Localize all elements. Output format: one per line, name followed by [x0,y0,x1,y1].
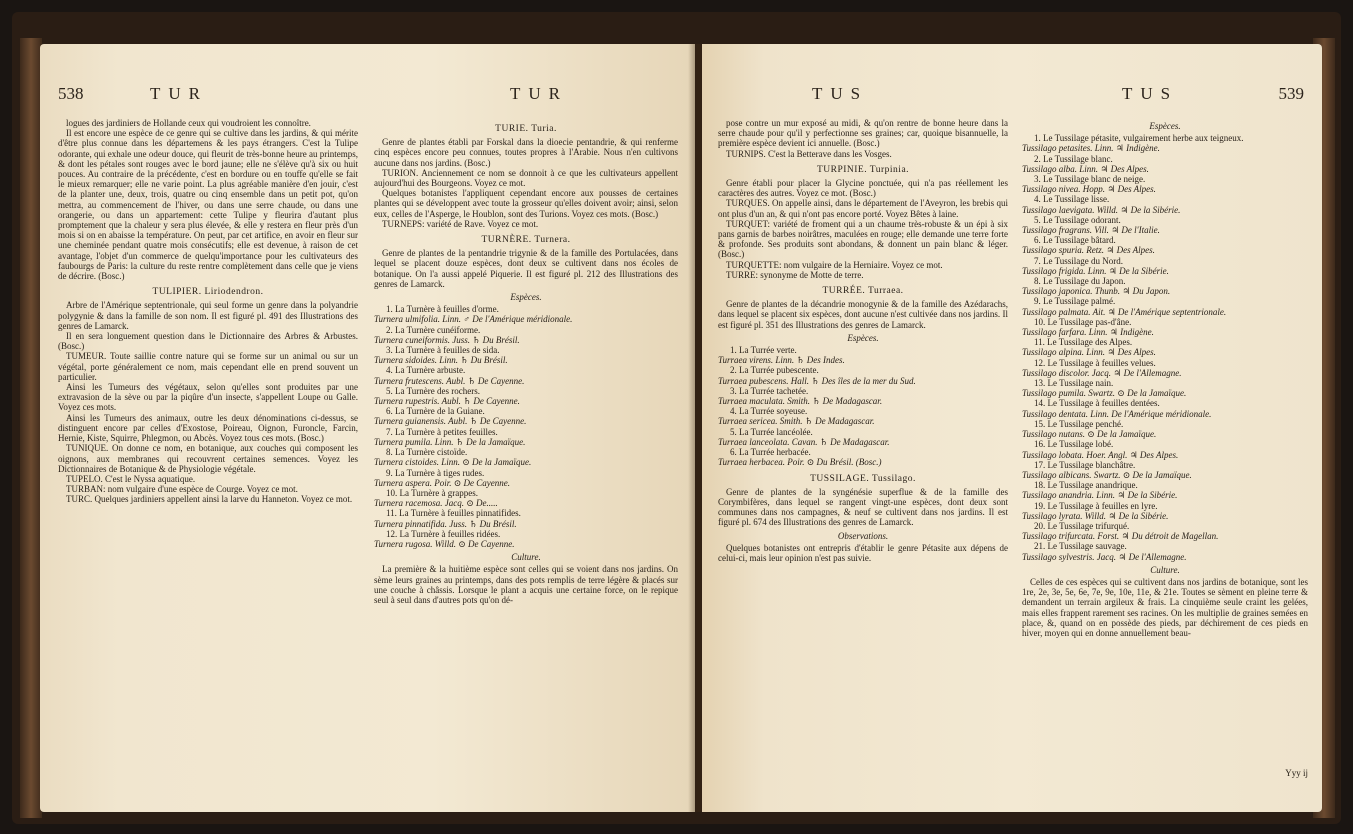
page-number-left: 538 [58,84,84,103]
page-number-right: 539 [1278,84,1304,103]
text-species-entry: 2. Le Tussilage blanc. [1034,153,1113,164]
running-head-right-2: TUS [1122,84,1179,103]
text-latin-name: Tussilago sylvestris. Jacq. ♃ De l'Allemagne. [1022,551,1187,562]
text-heading: TULIPIER. Liriodendron. [152,287,264,298]
text-species-entry: 9. Le Tussilage palmé. [1034,296,1116,307]
text-species-entry: 6. La Turnère de la Guiane. [386,406,485,417]
text-paragraph: Genre de plantes de la pentandrie trigynie & de la famille des Portulacées, dans lequel se placent douze espèces, dont deux se cultivent dans nos écoles de botanique. On l'a aussi appelé Piquerie. Il est figuré pl. 212 des Illustrations des genres de Lamarck. [374,248,678,289]
text-paragraph: Genre établi pour placer la Glycine ponctuée, qui n'a pas réellement les caractères des autres. Voyez ce mot. (Bosc.) [718,178,1008,199]
text-species-entry: 16. Le Tussilage lobé. [1034,439,1114,450]
text-latin-name: Tussilago dentata. Linn. De l'Amérique méridionale. [1022,408,1212,419]
text-species-entry: 11. La Turnère à feuilles pinnatifides. [386,508,521,519]
text-paragraph: TUMEUR. Toute saillie contre nature qui se forme sur un animal ou sur un végétal, porte généralement ce nom, mais cependant elle en prend souvent un particulier. [58,351,358,382]
text-species-entry: 4. La Turnère arbuste. [386,365,466,376]
right-page [702,44,1322,812]
text-latin-name: Turraea pubescens. Hall. ♄ Des îles de la mer du Sud. [718,375,916,386]
text-latin-name: Tussilago alba. Linn. ♃ Des Alpes. [1022,163,1149,174]
text-species-entry: 4. La Turrée soyeuse. [730,406,808,417]
text-paragraph: TURNEPS: variété de Rave. Voyez ce mot. [382,218,539,229]
text-paragraph: TURQUETTE: nom vulgaire de la Herniaire. Voyez ce mot. [726,259,943,270]
text-latin-name: Tussilago alpina. Linn. ♃ Des Alpes. [1022,347,1156,358]
text-latin-name: Tussilago nivea. Hopp. ♃ Des Alpes. [1022,184,1156,195]
text-latin-name: Tussilago albicans. Swartz. ⊙ De la Jamaïque. [1022,469,1192,480]
text-latin-name: Turnera rugosa. Willd. ⊙ De Cayenne. [374,538,515,549]
text-latin-name: Tussilago lyrata. Willd. ♃ De la Sibérie. [1022,510,1169,521]
text-paragraph: Arbre de l'Amérique septentrionale, qui seul forme un genre dans la polyandrie polygynie & dans la famille de son nom. Il est figuré pl. 491 des Illustrations des genres de Lamarck. [58,300,358,331]
text-paragraph: Genre de plantes de la décandrie monogynie & de la famille des Azédarachs, dans lequel se placent six espèces, dont aucune n'est cultivée dans nos jardins. Il est figuré pl. 351 des Illustrations des genres de Lamarck. [718,299,1008,330]
text-paragraph: TURNIPS. C'est la Betterave dans les Vosges. [726,148,892,159]
text-species-entry: 1. La Turrée verte. [730,345,797,356]
text-latin-name: Turnera ulmifolia. Linn. ♂ De l'Amérique méridionale. [374,314,573,325]
left-cover-edge [20,38,42,818]
text-paragraph: Ainsi les Tumeurs des végétaux, selon qu'elles sont produites par une extravasion de la sève ou par la piqûre d'un insecte, s'appellent Loupe ou Galle. Voyez ces mots. [58,382,358,413]
running-head-left-1: TUR [150,84,208,103]
signature-mark: Yyy ij [1285,768,1308,778]
book [12,12,1341,824]
text-species-entry: 2. La Turrée pubescente. [730,365,819,376]
text-paragraph: Genre de plantes de la syngénésie superflue & de la famille des Corymbifères, dans lequel se rangent vingt-une espèces, dont deux sont communes dans nos campagnes, & neuf se cultivent dans nos jardins. Il est figuré pl. 674 des Illustrations des genres de Lamarck. [718,486,1008,528]
text-latin-name: Turnera sidoides. Linn. ♄ Du Brésil. [374,355,508,366]
text-species-entry: 19. Le Tussilage à feuilles en lyre. [1034,500,1158,511]
right-column-1 [718,118,1008,563]
text-latin-name: Tussilago palmata. Ait. ♃ De l'Amérique septentrionale. [1022,306,1227,317]
text-subheading: Observations. [837,530,889,541]
text-latin-name: Tussilago spuria. Retz. ♃ Des Alpes. [1022,245,1155,256]
left-column-1 [58,118,358,505]
text-latin-name: Turnera cistoides. Linn. ⊙ De la Jamaïque. [374,457,532,468]
text-paragraph: TURBAN: nom vulgaire d'une espèce de Courge. Voyez ce mot. [66,484,298,495]
text-paragraph: TURION. Anciennement ce nom se donnoit à ce que les cultivateurs appellent aujourd'hui des Bourgeons. Voyez ce mot. [374,167,678,189]
text-species-entry: 11. Le Tussilage des Alpes. [1034,337,1133,348]
text-species-entry: 5. La Turnère des rochers. [386,385,480,396]
text-latin-name: Tussilago petasites. Linn. ♃ Indigène. [1022,143,1160,154]
text-subheading: Espèces. [1149,121,1181,131]
text-latin-name: Turnera racemosa. Jacq. ⊙ De..... [374,498,498,509]
text-paragraph: Genre de plantes établi par Forskal dans la dioecie pentandrie, & qui renferme cinq espèces encore peu connues, toutes propres à l'Arabie. Nous n'en cultivons aucune dans nos jardins. (Bosc.) [374,137,678,168]
text-species-entry: 3. La Turrée tachetée. [730,385,809,396]
text-species-entry: 21. Le Tussilage sauvage. [1034,541,1127,552]
text-paragraph: TUPELO. C'est le Nyssa aquatique. [66,473,196,484]
text-species-entry: 17. Le Tussilage blanchâtre. [1034,459,1136,470]
text-species-entry: 5. La Turrée lancéolée. [730,426,813,437]
text-paragraph: Quelques botanistes l'appliquent cependant encore aux pousses de certaines plantes qui se développent avec toute la grosseur qu'elles doivent avoir; ainsi, selon eux, celles de l'Asperge, le Houblon, sont des Turions. Voyez ces mots. (Bosc.) [374,188,678,219]
text-species-entry: 9. La Turnère à tiges rudes. [386,467,485,478]
text-latin-name: Tussilago fragrans. Vill. ♃ De l'Italie. [1022,225,1160,236]
text-species-entry: 3. La Turnère à feuilles de sida. [386,345,500,356]
left-column-2 [374,118,678,605]
text-species-entry: 12. Le Tussilage à feuilles velues. [1034,357,1156,368]
text-paragraph: Celles de ces espèces qui se cultivent dans nos jardins de botanique, sont les 1re, 2e, 3e, 5e, 6e, 7e, 9e, 10e, 11e, & 21e. Toutes se sèment en pleine terre & demandent un terrain argileux & frais. La cinquième seule craint les gelées, mais elles frappent rarement ses racines. On les multiplie de graines semées en place, &, quand on en possède des pieds, par déchirement de ces pieds en hiver, moyen qui en donne annuellement beau- [1022,576,1308,638]
text-paragraph: Ainsi les Tumeurs des animaux, outre les deux dénominations ci-dessus, se distinguent encore par celles d'Exostose, Poireau, Oignon, Furoncle, Farcin, Hernie, Kiste, Squirre, Phlegmon, ou Abcès. Voyez tous ces mots. (Bosc.) [58,412,358,444]
text-paragraph: Il en sera longuement question dans le Dictionnaire des Arbres & Arbustes. (Bosc.) [58,331,358,352]
text-species-entry: 2. La Turnère cunéiforme. [386,324,481,335]
text-species-entry: 1. La Turnère à feuilles d'orme. [386,304,499,315]
text-latin-name: Tussilago japonica. Thunb. ♃ Du Japon. [1022,286,1171,297]
text-species-entry: 3. Le Tussilage blanc de neige. [1034,174,1146,185]
text-latin-name: Turnera pinnatifida. Juss. ♄ Du Brésil. [374,518,517,529]
text-species-entry: 4. Le Tussilage lisse. [1034,194,1110,205]
left-page [40,44,695,812]
text-subheading: Espèces. [510,292,542,303]
text-heading: TURIE. Turia. [495,124,557,134]
text-paragraph: TURQUES. On appelle ainsi, dans le département de l'Aveyron, les brebis qui ont plus d'un an, & qui n'ont pas encore porté. Voyez Bêtes à laine. [718,198,1008,219]
text-latin-name: Turraea maculata. Smith. ♄ De Madagascar. [718,396,883,407]
text-latin-name: Tussilago nutans. ⊙ De la Jamaïque. [1022,429,1157,440]
text-subheading: Culture. [511,552,541,563]
text-latin-name: Tussilago pumila. Swartz. ⊙ De la Jamaïque. [1022,388,1187,399]
text-species-entry: 6. La Turrée herbacée. [730,447,811,458]
text-latin-name: Tussilago lobata. Hoer. Angl. ♃ Des Alpes. [1022,449,1179,460]
text-heading: TURNÈRE. Turnera. [481,235,571,246]
text-latin-name: Tussilago laevigata. Willd. ♃ De la Sibérie. [1022,204,1181,215]
text-paragraph: TURRE: synonyme de Motte de terre. [726,269,864,280]
text-latin-name: Turnera frutescens. Aubl. ♄ De Cayenne. [374,375,525,386]
text-latin-name: Tussilago trifurcata. Forst. ♃ Du détroit de Magellan. [1022,531,1219,542]
text-latin-name: Turnera cuneiformis. Juss. ♄ Du Brésil. [374,334,520,345]
text-paragraph: TURQUET: variété de froment qui a un chaume très-robuste & un épi à six pans garnis de barbes noirâtres, maculées en rouge; elle demande une terre forte & profonde. Ses produits sont abondans, & donnent un pain blanc & léger. (Bosc.) [718,218,1008,260]
text-latin-name: Tussilago farfara. Linn. ♃ Indigène. [1022,327,1154,338]
text-heading: TURPINIE. Turpinia. [816,164,910,175]
text-latin-name: Turraea sericea. Smith. ♄ De Madagascar. [718,416,875,427]
text-species-entry: 18. Le Tussilage anandrique. [1034,480,1138,491]
text-heading: TUSSILAGE. Tussilago. [810,473,916,484]
text-species-entry: 7. La Turnère à petites feuilles. [386,426,498,437]
text-species-entry: 7. Le Tussilage du Nord. [1034,255,1124,266]
text-paragraph: Quelques botanistes ont entrepris d'établir le genre Pétasite aux dépens de celui-ci, mais leur opinion n'est pas suivie. [718,542,1008,563]
text-latin-name: Turnera aspera. Poir. ⊙ De Cayenne. [374,477,511,488]
text-species-entry: 20. Le Tussilage trifurqué. [1034,520,1130,531]
text-latin-name: Turnera guianensis. Aubl. ♄ De Cayenne. [374,416,527,427]
text-latin-name: Tussilago frigida. Linn. ♃ De la Sibérie. [1022,265,1169,276]
text-species-entry: 10. Le Tussilage pas-d'âne. [1034,316,1132,327]
text-species-entry: 8. La Turnère cistoïde. [386,447,468,458]
text-subheading: Culture. [1150,564,1180,575]
text-subheading: Espèces. [847,332,879,343]
text-paragraph: pose contre un mur exposé au midi, & qu'on rentre de bonne heure dans la serre chaude pour qu'il y perfectionne ses graines; car, quoique bisannuelle, la première espèce devient ici annuelle. (Bosc.) [718,118,1008,149]
text-species-entry: 13. Le Tussilage nain. [1034,378,1114,389]
text-paragraph: logues des jardiniers de Hollande ceux qui voudroient les connoître. [66,118,311,128]
text-paragraph: Il est encore une espèce de ce genre qui se cultive dans les jardins, & qui mérite d'être plus connue dans les départemens & les pays étrangers. C'est la Tulipe odorante, qui exhale une odeur douce, qui fleurit de très-bonne heure au printemps, & dont les pétales sont rouges avec le bord jaune; elle ne s'élève qu'à six ou huit pouces. Au contraire de la précédente, c'est en bordure ou en touffe qu'elle se fait le mieux remarquer; elle ne varie point. La plus agréable manière d'en jouir, c'est de la planter une, deux, trois, quatre ou cinq ensemble dans un petit pot, qu'on mettra, au commencement de l'hiver, ou dans une serre chaude, ou dans une orangerie, ou dans un appartement: cette Tulipe y fleurira d'autant plus promptement que la chaleur y sera plus élevée, & elle y restera en fleur près d'un mois si on en abaisse la température. On peut, par cet artifice, en avoir en fleur sur une cheminée pendant quatre mois consécutifs; elle est devenue, à raison de cet avantage, l'objet d'un commerce de quelqu'importance pour les cultivateurs des faubourgs de Paris: la culture du reste rentre complètement dans celle que je viens de décrire. (Bosc.) [58,128,358,282]
text-species-entry: 12. La Turnère à feuilles ridées. [386,528,501,539]
text-species-entry: 14. Le Tussilage à feuilles dentées. [1034,398,1160,409]
text-latin-name: Turraea virens. Linn. ♄ Des Indes. [718,355,845,366]
text-paragraph: TURC. Quelques jardiniers appellent ainsi la larve du Hanneton. Voyez ce mot. [66,494,353,505]
text-species-entry: 6. Le Tussilage bâtard. [1034,235,1116,246]
text-heading: TURRÉE. Turraea. [822,286,904,297]
text-paragraph: TUNIQUE. On donne ce nom, en botanique, aux couches qui composent les oignons, aux membranes qui recouvrent certaines semences. Voyez les Dictionnaires de Botanique & de Physiologie végétale. [58,443,358,474]
text-species-entry: 10. La Turnère à grappes. [386,487,478,498]
text-latin-name: Tussilago discolor. Jacq. ♃ De l'Allemagne. [1022,367,1182,378]
text-latin-name: Turnera pumila. Linn. ♄ De la Jamaïque. [374,436,526,447]
running-head-right-1: TUS [812,84,869,103]
text-species-entry: 5. Le Tussilage odorant. [1034,214,1121,225]
text-species-entry: 1. Le Tussilage pétasite, vulgairement herbe aux teigneux. [1034,133,1244,144]
text-latin-name: Turraea lanceolata. Cavan. ♄ De Madagascar. [718,436,890,447]
running-head-left-2: TUR [510,84,568,103]
text-latin-name: Turnera rupestris. Aubl. ♄ De Cayenne. [374,396,520,407]
text-species-entry: 8. Le Tussilage du Japon. [1034,276,1126,287]
right-column-2 [1022,118,1308,638]
text-paragraph: La première & la huitième espèce sont celles qui se voient dans nos jardins. On sème leurs graines au printemps, dans des pots remplis de terre légère & placés sur une couche à châssis. Lorsque le plant a acquis une certaine force, on le repique seul à seul dans d'autres pots qu'on dé- [374,564,678,605]
text-species-entry: 15. Le Tussilage penché. [1034,418,1124,429]
text-latin-name: Tussilago anandria. Linn. ♃ De la Sibérie. [1022,490,1178,501]
text-latin-name: Turraea herbacea. Poir. ⊙ Du Brésil. (Bosc.) [718,457,882,468]
